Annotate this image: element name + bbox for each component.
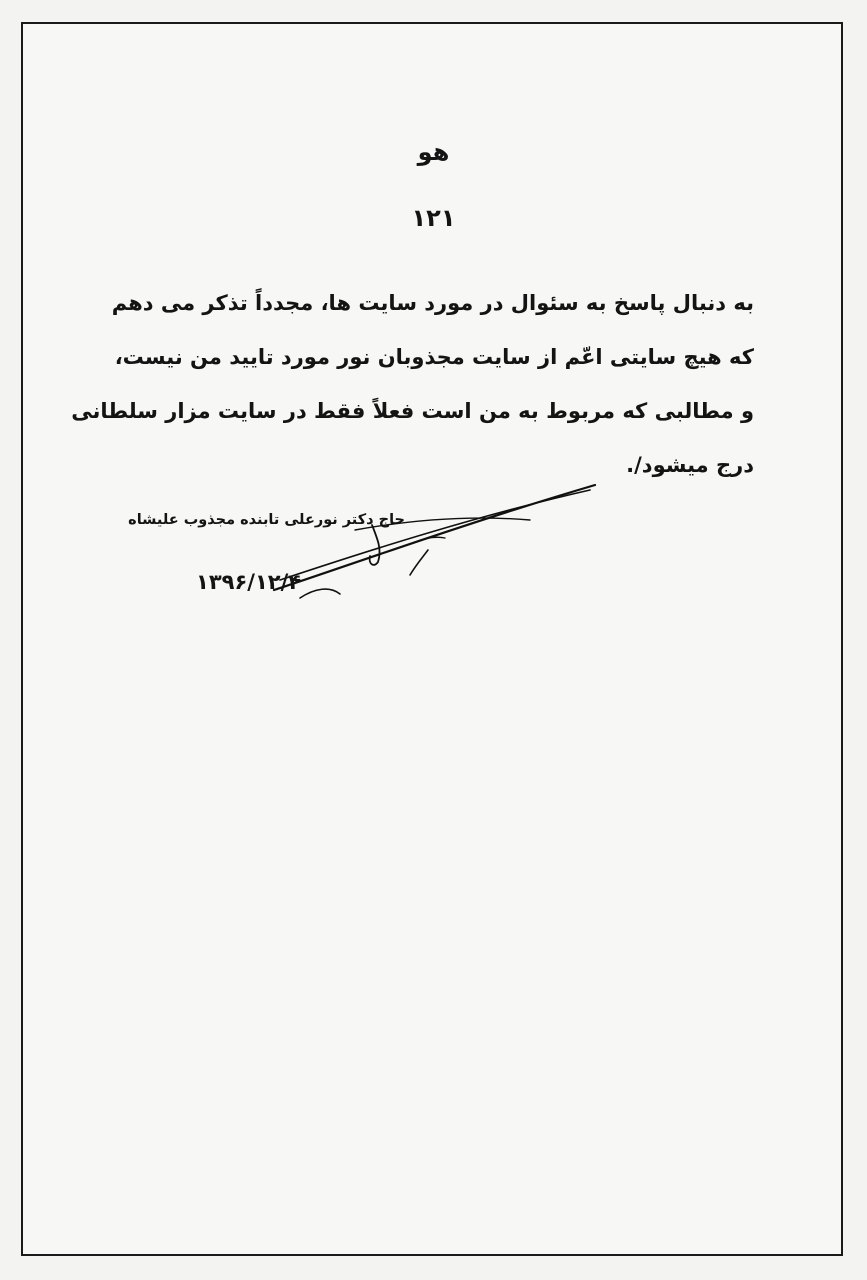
body-line-4: درج میشود/. bbox=[626, 453, 754, 477]
letter-date: ۱۳۹۶/۱۲/۴ bbox=[196, 570, 302, 594]
body-line-2: که هیچ سایتی اعّم از سایت مجذوبان نور مورد تایید من نیست، bbox=[114, 345, 754, 369]
letter-body bbox=[71, 276, 754, 492]
signer-name: حاج دکتر نورعلی تابنده مجذوب علیشاه bbox=[128, 512, 405, 528]
letter-number: ۱۲۱ bbox=[411, 204, 456, 232]
handwritten-signature bbox=[260, 470, 620, 610]
body-line-3: و مطالبی که مربوط به من است فعلاً فقط در سایت مزار سلطانی bbox=[71, 399, 754, 423]
body-line-1: به دنبال پاسخ به سئوال در مورد سایت ها، مجدداً تذکر می دهم bbox=[111, 291, 754, 315]
invocation-heading: هو bbox=[417, 138, 450, 166]
